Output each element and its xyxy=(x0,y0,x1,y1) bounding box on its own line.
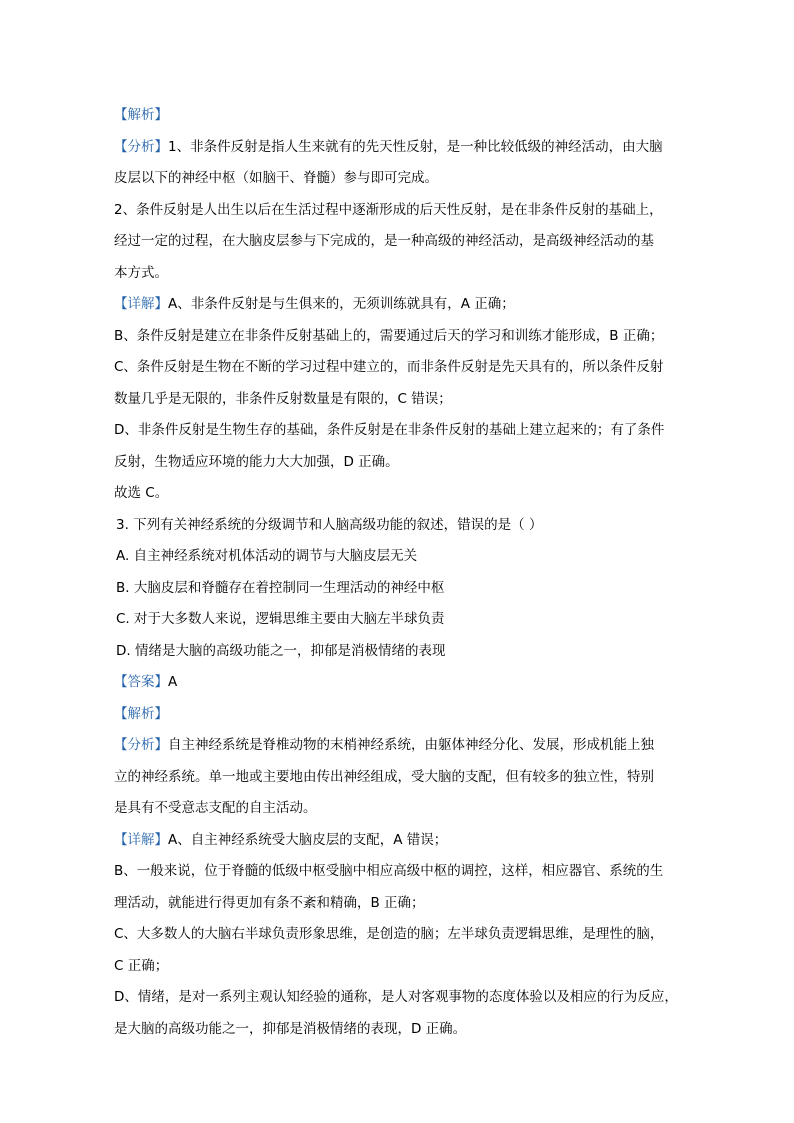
paragraph-line: 故选 C。 xyxy=(114,485,169,501)
paragraph-line xyxy=(114,289,684,321)
paragraph-line: 理活动，就能进行得更加有条不紊和精确，B 正确； xyxy=(114,894,425,911)
paragraph-line: 反射，生物适应环境的能力大大加强，D 正确。 xyxy=(114,453,399,470)
paragraph-line: C、大多数人的大脑右半球负责形象思维，是创造的脑；左半球负责逻辑思维，是理性的脑， xyxy=(114,926,664,942)
xiangjie-tag: 【详解】 xyxy=(114,831,168,848)
question-stem: 3. 下列有关神经系统的分级调节和人脑高级功能的叙述，错误的是（ ） xyxy=(116,516,543,533)
fenxi-tag: 【分析】 xyxy=(114,138,168,155)
answer-value: A xyxy=(168,674,178,690)
xiangjie-tag: 【详解】 xyxy=(114,296,168,312)
paragraph-line: D、情绪，是对一系列主观认知经验的通称，是人对客观事物的态度体验以及相应的行为反应， xyxy=(114,989,678,1005)
paragraph-line xyxy=(114,825,684,857)
answer-tag: 【答案】 xyxy=(114,674,168,690)
answer-line xyxy=(114,667,684,699)
paragraph-line: 皮层以下的神经中枢（如脑干、脊髓）参与即可完成。 xyxy=(114,170,438,186)
fenxi-tag: 【分析】 xyxy=(114,737,168,753)
paragraph-line: 2、条件反射是人出生以后在生活过程中逐渐形成的后天性反射，是在非条件反射的基础上， xyxy=(114,201,663,218)
document-page xyxy=(114,100,684,1045)
xiangjie-text: A、非条件反射是与生俱来的，无须训练就具有，A 正确； xyxy=(168,296,515,312)
analysis-heading xyxy=(114,100,684,132)
option-a: A. 自主神经系统对机体活动的调节与大脑皮层无关 xyxy=(116,548,418,564)
paragraph-line: 本方式。 xyxy=(114,264,168,281)
analysis-tag: 【解析】 xyxy=(114,107,168,123)
paragraph-line: 是大脑的高级功能之一，抑郁是消极情绪的表现，D 正确。 xyxy=(114,1020,467,1037)
analysis-heading xyxy=(114,699,684,731)
option-c: C. 对于大多数人来说，逻辑思维主要由大脑左半球负责 xyxy=(116,611,445,627)
option-b: B. 大脑皮层和脊髓存在着控制同一生理活动的神经中枢 xyxy=(116,579,445,596)
option-d: D. 情绪是大脑的高级功能之一，抑郁是消极情绪的表现 xyxy=(116,642,446,659)
paragraph-line: C 正确； xyxy=(114,957,169,974)
paragraph-line: 是具有不受意志支配的自主活动。 xyxy=(114,800,317,816)
paragraph-line: B、条件反射是建立在非条件反射基础上的，需要通过后天的学习和训练才能形成，B 正确； xyxy=(114,327,664,344)
fenxi-text: 1、非条件反射是指人生来就有的先天性反射，是一种比较低级的神经活动，由大脑 xyxy=(168,138,663,155)
paragraph-line: D、非条件反射是生物生存的基础，条件反射是在非条件反射的基础上建立起来的；有了条件 xyxy=(114,422,665,438)
paragraph-line: 经过一定的过程，在大脑皮层参与下完成的，是一种高级的神经活动，是高级神经活动的基 xyxy=(114,233,654,249)
paragraph-line: 立的神经系统。单一地或主要地由传出神经组成，受大脑的支配，但有较多的独立性，特别 xyxy=(114,768,654,785)
xiangjie-text: A、自主神经系统受大脑皮层的支配，A 错误； xyxy=(168,831,448,848)
fenxi-text: 自主神经系统是脊椎动物的末梢神经系统，由躯体神经分化、发展，形成机能上独 xyxy=(168,737,654,753)
paragraph-line xyxy=(114,730,684,762)
paragraph-line xyxy=(114,132,684,164)
analysis-tag: 【解析】 xyxy=(114,705,168,722)
paragraph-line: C、条件反射是生物在不断的学习过程中建立的，而非条件反射是先天具有的，所以条件反射 xyxy=(114,359,664,375)
paragraph-line: 数量几乎是无限的，非条件反射数量是有限的，C 错误； xyxy=(114,390,452,407)
paragraph-line: B、一般来说，位于脊髓的低级中枢受脑中相应高级中枢的调控，这样，相应器官、系统的生 xyxy=(114,863,664,879)
